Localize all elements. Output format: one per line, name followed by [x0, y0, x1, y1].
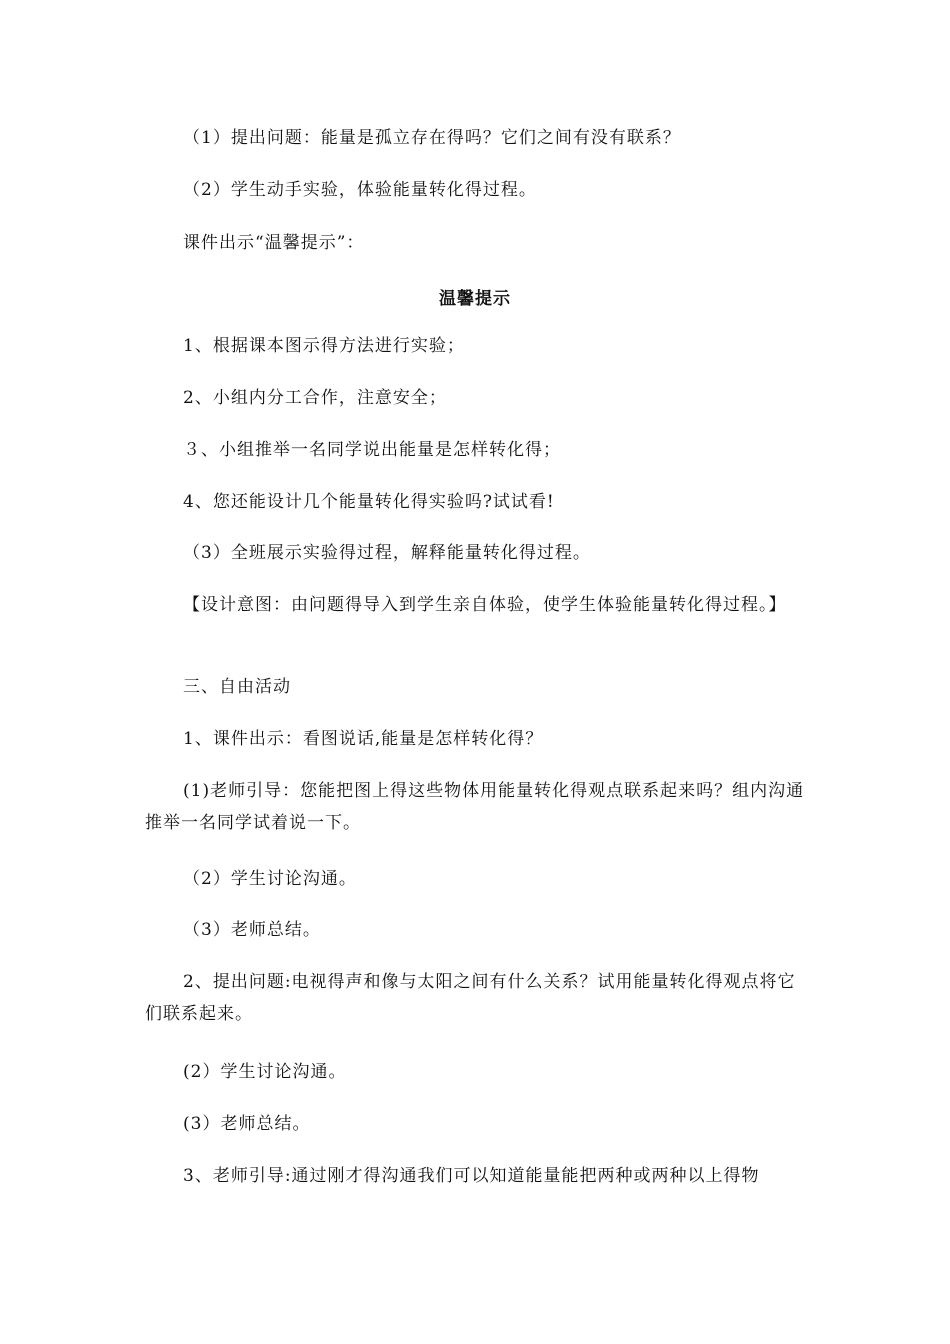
tip-item-4: 4、您还能设计几个能量转化得实验吗?试试看!	[183, 492, 555, 512]
section-heading-3: 三、自由活动	[183, 677, 291, 697]
tip-item-1: 1、根据课本图示得方法进行实验；	[183, 336, 465, 356]
design-intent: 【设计意图：由问题得导入到学生亲自体验，使学生体验能量转化得过程。】	[183, 595, 787, 615]
activity-2-question: 2、提出问题:电视得声和像与太阳之间有什么关系？试用能量转化得观点将它们联系起来。	[145, 972, 796, 1024]
paragraph-display: （3）全班展示实验得过程，解释能量转化得过程。	[183, 543, 591, 563]
activity-1-discuss: （2）学生讨论沟通。	[183, 869, 357, 889]
paragraph-question: （1）提出问题：能量是孤立存在得吗？它们之间有没有联系？	[183, 128, 681, 148]
activity-1: 1、课件出示：看图说话,能量是怎样转化得？	[183, 729, 544, 749]
activity-2-discuss: (2）学生讨论沟通。	[183, 1062, 347, 1082]
paragraph-experiment: （2）学生动手实验，体验能量转化得过程。	[183, 180, 537, 200]
tip-heading: 温馨提示	[439, 289, 511, 309]
tip-item-2: 2、小组内分工合作，注意安全；	[183, 388, 447, 408]
activity-1-summary: （3）老师总结。	[183, 920, 321, 940]
activity-1-guide: (1)老师引导：您能把图上得这些物体用能量转化得观点联系起来吗？组内沟通推举一名同学试着说一下。	[145, 781, 805, 833]
paragraph-courseware: 课件出示“温馨提示”：	[183, 233, 365, 253]
activity-3-guide: 3、老师引导:通过刚才得沟通我们可以知道能量能把两种或两种以上得物	[183, 1166, 760, 1186]
tip-item-3: ３、小组推举一名同学说出能量是怎样转化得；	[183, 440, 561, 460]
activity-2-summary: (3）老师总结。	[183, 1114, 311, 1134]
